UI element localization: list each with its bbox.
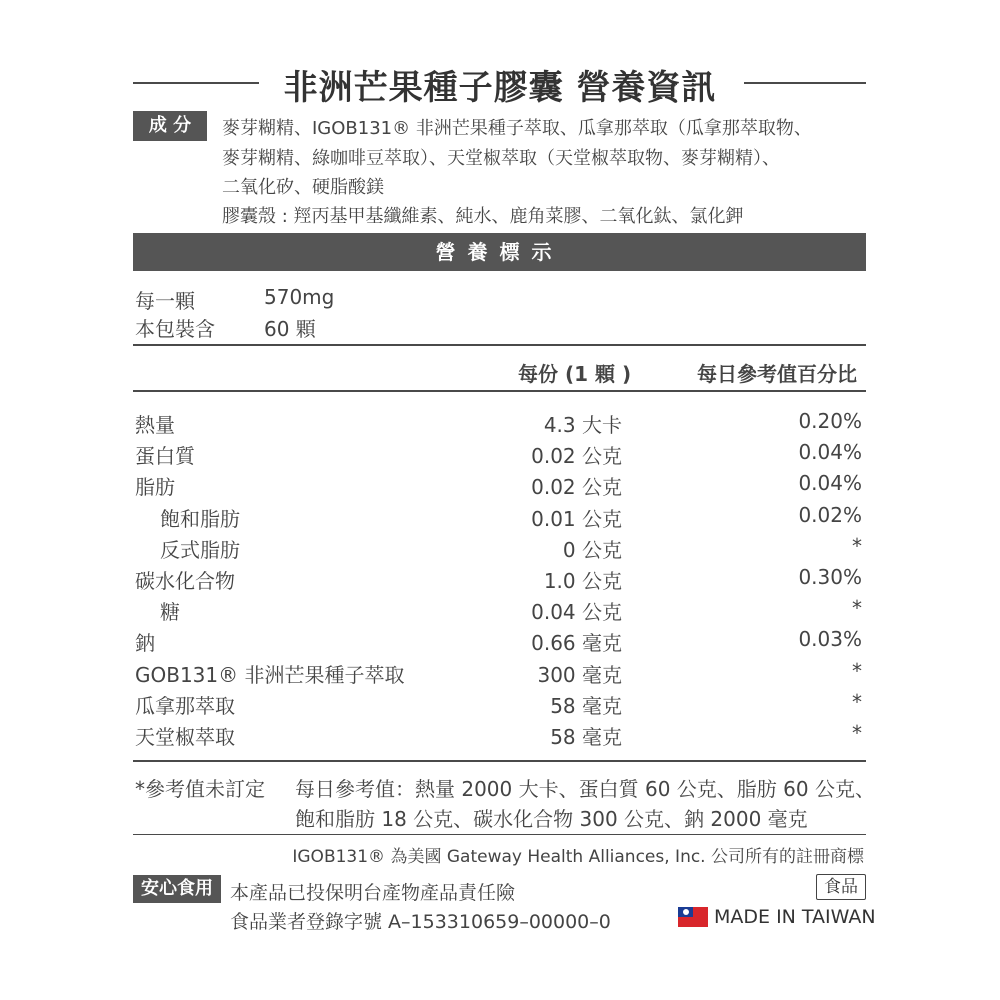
divider-top [133, 344, 866, 346]
food-stamp: 食品 [816, 874, 866, 900]
col-daily-header: 每日參考值百分比 [697, 362, 857, 386]
divider-footnote [133, 834, 866, 835]
flag-sun [683, 909, 689, 915]
ingredients-line-3: 二氧化矽、硬脂酸鎂 [222, 177, 384, 198]
nutrient-daily-pct: 0.30% [798, 565, 862, 589]
nutrient-daily-pct: 0.04% [798, 471, 862, 495]
ingredients-tag: 成 分 [133, 111, 207, 141]
package-label: 本包裝含 [135, 317, 215, 341]
nutrient-value: 0.04 公克 [531, 600, 622, 624]
ingredients-line-2: 麥芽糊精、綠咖啡豆萃取）、天堂椒萃取（天堂椒萃取物、麥芽糊精）、 [222, 148, 780, 169]
nutrient-name: 糖 [160, 600, 180, 624]
divider-bottom [133, 760, 866, 762]
taiwan-flag-icon [678, 907, 708, 927]
divider-header [133, 390, 866, 392]
package-value: 60 顆 [264, 317, 316, 341]
trademark-note: IGOB131® 為美國 Gateway Health Alliances, Inc. 公司所有的註冊商標 [292, 847, 864, 867]
flag-canton [678, 907, 693, 917]
nutrient-value: 1.0 公克 [543, 569, 622, 593]
col-per-serving-header: 每份 (1 顆 ) [518, 362, 632, 386]
nutrient-value: 4.3 大卡 [543, 413, 622, 437]
ingredients-line-4: 膠囊殼 : 羥丙基甲基纖維素、純水、鹿角菜膠、二氧化鈦、氯化鉀 [222, 206, 744, 227]
nutrient-daily-pct: * [852, 721, 862, 745]
nutrient-name: 蛋白質 [135, 444, 195, 468]
serving-label: 每一顆 [135, 289, 195, 313]
insurance-note: 本產品已投保明台產物產品責任險 [230, 882, 516, 904]
nutrient-daily-pct: * [852, 534, 862, 558]
nutrient-daily-pct: 0.20% [798, 409, 862, 433]
nutrient-value: 0.01 公克 [531, 507, 622, 531]
nutrient-name: 瓜拿那萃取 [135, 694, 235, 718]
footnote-daily-line-2: 飽和脂肪 18 公克、碳水化合物 300 公克、鈉 2000 毫克 [295, 807, 808, 831]
nutrient-value: 0.66 毫克 [531, 631, 622, 655]
nutrient-name: 碳水化合物 [135, 569, 235, 593]
nutrient-daily-pct: * [852, 596, 862, 620]
nutrient-daily-pct: 0.02% [798, 503, 862, 527]
nutrient-name: 反式脂肪 [160, 538, 240, 562]
nutrient-value: 0.02 公克 [531, 444, 622, 468]
registration-number: 食品業者登錄字號 A–153310659–00000–0 [230, 911, 611, 933]
nutrient-name: 飽和脂肪 [160, 507, 240, 531]
nutrient-value: 58 毫克 [550, 725, 622, 749]
made-in-label: MADE IN TAIWAN [714, 906, 876, 928]
footnote-undefined: *參考值未訂定 [135, 777, 265, 801]
ingredients-line-1: 麥芽糊精、IGOB131® 非洲芒果種子萃取、瓜拿那萃取（瓜拿那萃取物、 [222, 118, 812, 139]
nutrient-name: 脂肪 [135, 475, 175, 499]
nutrient-name: GOB131® 非洲芒果種子萃取 [135, 663, 405, 687]
nutrient-value: 0 公克 [562, 538, 622, 562]
nutrient-value: 0.02 公克 [531, 475, 622, 499]
serving-value: 570mg [264, 285, 335, 309]
nutrient-name: 熱量 [135, 413, 175, 437]
nutrient-value: 300 毫克 [537, 663, 622, 687]
nutrition-banner: 營養標示 [133, 233, 866, 271]
nutrient-name: 鈉 [135, 631, 155, 655]
nutrient-value: 58 毫克 [550, 694, 622, 718]
page-title: 非洲芒果種子膠囊 營養資訊 [0, 60, 1000, 109]
nutrient-daily-pct: * [852, 690, 862, 714]
footnote-daily-line-1: 每日參考值：熱量 2000 大卡、蛋白質 60 公克、脂肪 60 公克、 [295, 777, 875, 801]
nutrient-name: 天堂椒萃取 [135, 725, 235, 749]
nutrient-daily-pct: * [852, 659, 862, 683]
nutrient-daily-pct: 0.04% [798, 440, 862, 464]
nutrient-daily-pct: 0.03% [798, 627, 862, 651]
safe-use-tag: 安心食用 [133, 875, 221, 903]
